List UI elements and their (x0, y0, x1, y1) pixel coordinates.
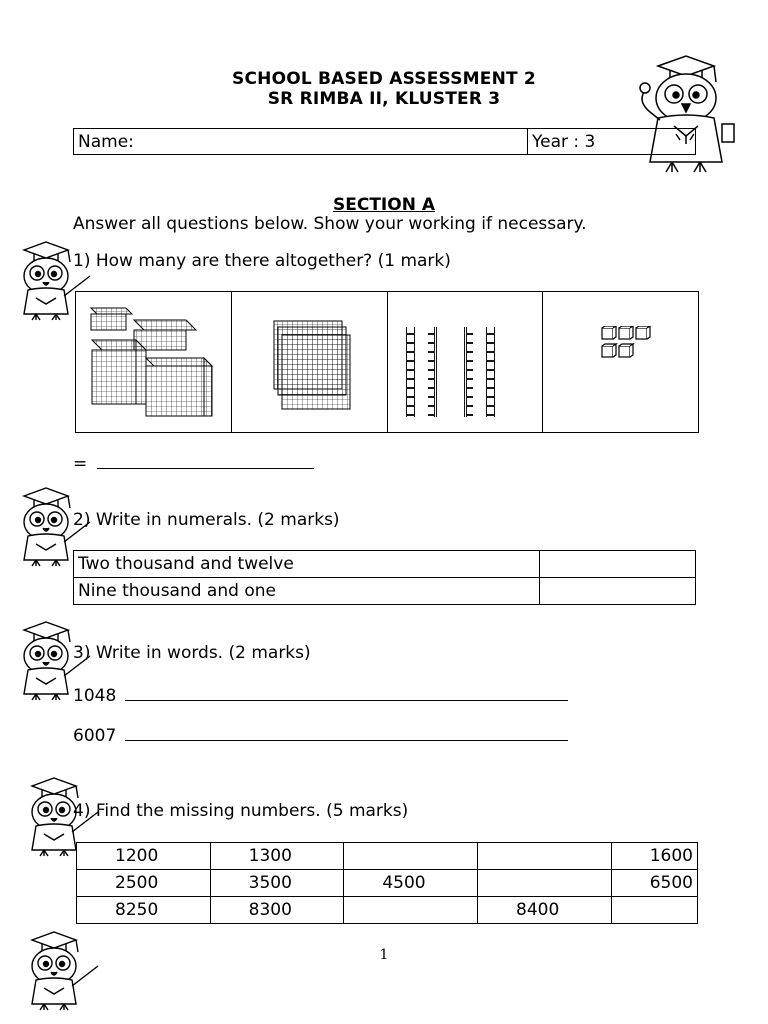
number-cell: 1600 (611, 843, 697, 870)
question-1-answer (73, 450, 314, 474)
year-label: Year : 3 (532, 131, 596, 152)
ten-rods-icon (406, 325, 506, 421)
equals-sign: = (73, 454, 88, 474)
hundred-flats-icon (272, 319, 352, 415)
section-title: SECTION A (332, 195, 435, 215)
school-title: SR RIMBA II, KLUSTER 3 (267, 89, 501, 109)
number-cell: 3500 (210, 870, 344, 897)
name-field[interactable] (74, 129, 528, 155)
numerals-answer-cell[interactable] (540, 551, 696, 578)
base-ten-blocks-panel (75, 291, 699, 433)
blank-cell[interactable] (611, 897, 697, 924)
number-cell: 8250 (77, 897, 211, 924)
name-label: Name: (78, 131, 134, 152)
page-number: 1 (379, 947, 389, 963)
numerals-answer-cell[interactable] (540, 578, 696, 605)
student-info-table (73, 128, 696, 155)
blank-cell[interactable] (478, 870, 612, 897)
answer-line-words[interactable] (125, 682, 568, 701)
question-2-text: 2) Write in numerals. (2 marks) (73, 510, 340, 530)
numerals-word-cell: Two thousand and twelve (74, 551, 540, 578)
year-field (528, 129, 696, 155)
missing-numbers-table (76, 842, 698, 924)
section-instruction: Answer all questions below. Show your working if necessary. (73, 214, 587, 234)
question-1-text: 1) How many are there altogether? (1 mark) (73, 251, 451, 271)
words-item (73, 722, 568, 746)
number-label: 6007 (73, 726, 117, 746)
number-cell: 1200 (77, 843, 211, 870)
numerals-word-cell: Nine thousand and one (74, 578, 540, 605)
answer-line-words[interactable] (125, 722, 568, 741)
owl-icon-bottom (18, 930, 102, 1014)
numerals-table (73, 550, 696, 605)
number-cell: 2500 (77, 870, 211, 897)
question-3-text: 3) Write in words. (2 marks) (73, 643, 311, 663)
number-cell: 6500 (611, 870, 697, 897)
number-cell: 8400 (478, 897, 612, 924)
thousand-cubes-icon (86, 306, 216, 418)
number-cell: 4500 (344, 870, 478, 897)
blank-cell[interactable] (478, 843, 612, 870)
number-cell: 1300 (210, 843, 344, 870)
blank-cell[interactable] (344, 843, 478, 870)
blank-cell[interactable] (344, 897, 478, 924)
one-cubes-icon (600, 326, 660, 362)
answer-line-q1[interactable] (97, 450, 314, 469)
number-cell: 8300 (210, 897, 344, 924)
number-label: 1048 (73, 686, 117, 706)
assessment-title: SCHOOL BASED ASSESSMENT 2 (232, 69, 536, 89)
owl-teacher-icon (636, 52, 746, 176)
words-item (73, 682, 568, 706)
question-4-text: 4) Find the missing numbers. (5 marks) (73, 801, 409, 821)
